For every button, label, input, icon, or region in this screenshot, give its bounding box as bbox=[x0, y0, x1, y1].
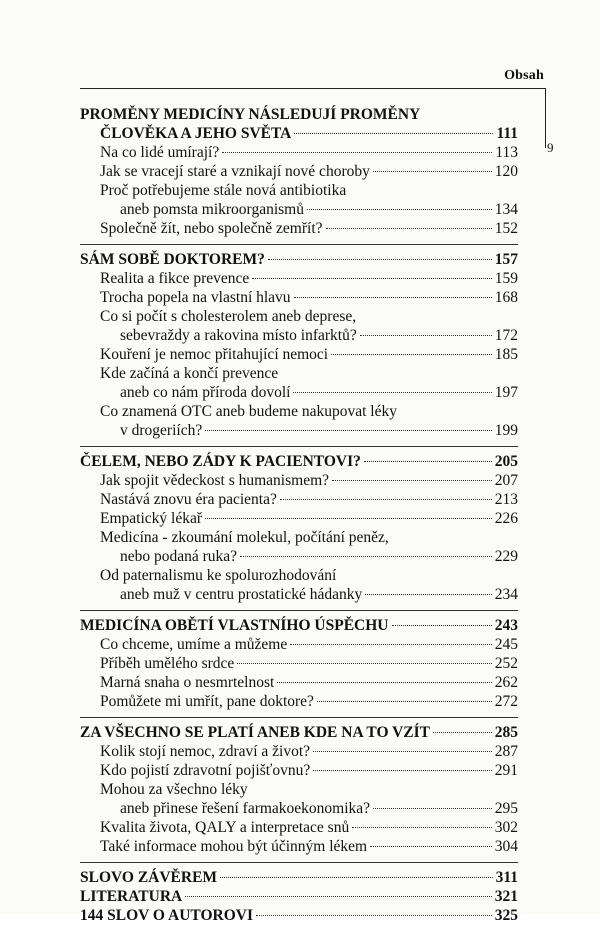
dot-leader bbox=[307, 209, 492, 210]
page-ref: 304 bbox=[494, 838, 518, 855]
toc-entry[interactable]: Na co lidé umírají? 113 bbox=[100, 144, 518, 161]
toc-entry[interactable]: Co chceme, umíme a můžeme 245 bbox=[100, 636, 518, 653]
toc-section-1 bbox=[80, 105, 518, 245]
page-ref: 205 bbox=[494, 453, 518, 470]
page-ref: 172 bbox=[494, 327, 518, 344]
toc-section-3 bbox=[80, 452, 518, 611]
toc-entry-cont[interactable]: sebevraždy a rakovina místo infarktů? 172 bbox=[120, 327, 518, 344]
toc-entry[interactable]: Trocha popela na vlastní hlavu 168 bbox=[100, 289, 518, 306]
toc-entry[interactable]: Empatický lékař 226 bbox=[100, 510, 518, 527]
dot-leader bbox=[433, 732, 492, 733]
dot-leader bbox=[392, 625, 492, 626]
page-ref: 159 bbox=[494, 270, 518, 287]
page-ref: 152 bbox=[494, 220, 518, 237]
toc-chapter-title[interactable]: SÁM SOBĚ DOKTOREM? 157 bbox=[80, 251, 518, 268]
dot-leader bbox=[185, 896, 492, 897]
toc-section-5 bbox=[80, 723, 518, 863]
page-ref: 325 bbox=[494, 907, 518, 924]
toc-chapter-title-cont[interactable]: ČLOVĚKA A JEHO SVĚTA 111 bbox=[100, 125, 518, 142]
toc-entry[interactable]: Také informace mohou být účinným lékem 304 bbox=[100, 838, 518, 855]
toc-entry[interactable]: Kouření je nemoc přitahující nemoci 185 bbox=[100, 346, 518, 363]
page-ref: 291 bbox=[494, 762, 518, 779]
page-ref: 321 bbox=[494, 888, 518, 905]
header-rule bbox=[80, 88, 545, 89]
toc-section-2 bbox=[80, 250, 518, 447]
dot-leader bbox=[352, 827, 492, 828]
dot-leader bbox=[277, 682, 491, 683]
page-ref: 285 bbox=[494, 724, 518, 741]
page-ref: 287 bbox=[494, 743, 518, 760]
toc-entry[interactable]: Medicína - zkoumání molekul, počítání peněz, bbox=[100, 529, 389, 546]
page-ref: 113 bbox=[495, 144, 518, 161]
dot-leader bbox=[317, 701, 492, 702]
page-ref: 302 bbox=[494, 819, 518, 836]
dot-leader bbox=[252, 278, 491, 279]
dot-leader bbox=[360, 335, 492, 336]
toc-entry[interactable]: Mohou za všechno léky bbox=[100, 781, 248, 798]
page-ref: 311 bbox=[495, 869, 518, 886]
toc-chapter-title[interactable]: 144 SLOV O AUTOROVI 325 bbox=[80, 907, 518, 924]
dot-leader bbox=[268, 259, 492, 260]
page-ref: 229 bbox=[494, 548, 518, 565]
toc-entry[interactable]: Nastává znovu éra pacienta? 213 bbox=[100, 491, 518, 508]
toc-end-matter bbox=[80, 868, 518, 931]
toc-entry[interactable]: Pomůžete mi umřít, pane doktore? 272 bbox=[100, 693, 518, 710]
dot-leader bbox=[331, 354, 492, 355]
table-of-contents bbox=[80, 105, 518, 936]
dot-leader bbox=[240, 556, 492, 557]
page-ref: 199 bbox=[494, 422, 518, 439]
page-ref: 134 bbox=[494, 201, 518, 218]
dot-leader bbox=[332, 480, 492, 481]
page-ref: 213 bbox=[494, 491, 518, 508]
toc-chapter-title[interactable]: LITERATURA 321 bbox=[80, 888, 518, 905]
page-ref: 262 bbox=[494, 674, 518, 691]
toc-entry[interactable]: Jak se vracejí staré a vznikají nové choroby 120 bbox=[100, 163, 518, 180]
page-ref: 111 bbox=[496, 125, 518, 142]
toc-entry[interactable]: Co znamená OTC aneb budeme nakupovat léky bbox=[100, 403, 397, 420]
toc-entry-cont[interactable]: aneb co nám příroda dovolí 197 bbox=[120, 384, 518, 401]
dot-leader bbox=[290, 644, 492, 645]
toc-entry[interactable]: Kvalita života, QALY a interpretace snů 302 bbox=[100, 819, 518, 836]
page-ref: 120 bbox=[494, 163, 518, 180]
dot-leader bbox=[237, 663, 491, 664]
dot-leader bbox=[313, 770, 491, 771]
toc-entry[interactable]: Kolik stojí nemoc, zdraví a život? 287 bbox=[100, 743, 518, 760]
toc-entry-cont[interactable]: v drogeriích? 199 bbox=[120, 422, 518, 439]
dot-leader bbox=[373, 808, 492, 809]
side-rule bbox=[545, 88, 546, 148]
toc-entry[interactable]: Proč potřebujeme stále nová antibiotika bbox=[100, 182, 347, 199]
dot-leader bbox=[326, 228, 492, 229]
toc-section-4 bbox=[80, 616, 518, 718]
page-ref: 272 bbox=[494, 693, 518, 710]
toc-entry-cont[interactable]: aneb přinese řešení farmakoekonomika? 295 bbox=[120, 800, 518, 817]
dot-leader bbox=[365, 594, 491, 595]
toc-entry-cont[interactable]: aneb muž v centru prostatické hádanky 234 bbox=[120, 586, 518, 603]
toc-entry[interactable]: Od paternalismu ke spolurozhodování bbox=[100, 567, 337, 584]
toc-entry[interactable]: Co si počít s cholesterolem aneb deprese, bbox=[100, 308, 357, 325]
page-ref: 197 bbox=[494, 384, 518, 401]
page-ref: 168 bbox=[494, 289, 518, 306]
page-ref: 226 bbox=[494, 510, 518, 527]
page-ref: 234 bbox=[494, 586, 518, 603]
page-ref: 295 bbox=[494, 800, 518, 817]
dot-leader bbox=[256, 915, 492, 916]
dot-leader bbox=[293, 392, 491, 393]
dot-leader bbox=[220, 877, 493, 878]
toc-entry[interactable]: Realita a fikce prevence 159 bbox=[100, 270, 518, 287]
toc-chapter-title[interactable]: SLOVO ZÁVĚREM 311 bbox=[80, 869, 518, 886]
toc-entry-cont[interactable]: nebo podaná ruka? 229 bbox=[120, 548, 518, 565]
page-ref: 245 bbox=[494, 636, 518, 653]
page-number: 9 bbox=[547, 140, 554, 155]
page-ref: 252 bbox=[494, 655, 518, 672]
toc-chapter-title[interactable]: ČELEM, NEBO ZÁDY K PACIENTOVI? 205 bbox=[80, 453, 518, 470]
toc-entry[interactable]: Marná snaha o nesmrtelnost 262 bbox=[100, 674, 518, 691]
toc-entry[interactable]: Jak spojit vědeckost s humanismem? 207 bbox=[100, 472, 518, 489]
dot-leader bbox=[373, 171, 492, 172]
toc-entry[interactable]: Příběh umělého srdce 252 bbox=[100, 655, 518, 672]
dot-leader bbox=[294, 133, 493, 134]
dot-leader bbox=[280, 499, 492, 500]
page-ref: 185 bbox=[494, 346, 518, 363]
running-header: Obsah bbox=[504, 68, 544, 83]
toc-chapter-title[interactable]: MEDICÍNA OBĚTÍ VLASTNÍHO ÚSPĚCHU 243 bbox=[80, 617, 518, 634]
dot-leader bbox=[364, 461, 492, 462]
toc-chapter-title[interactable]: ZA VŠECHNO SE PLATÍ ANEB KDE NA TO VZÍT 285 bbox=[80, 724, 518, 741]
dot-leader bbox=[205, 430, 492, 431]
page-ref: 207 bbox=[494, 472, 518, 489]
toc-entry[interactable]: Kdo pojistí zdravotní pojišťovnu? 291 bbox=[100, 762, 518, 779]
dot-leader bbox=[294, 297, 492, 298]
dot-leader bbox=[205, 518, 492, 519]
toc-chapter-title[interactable]: PROMĚNY MEDICÍNY NÁSLEDUJÍ PROMĚNY bbox=[80, 106, 421, 123]
toc-entry[interactable]: Společně žít, nebo společně zemřít? 152 bbox=[100, 220, 518, 237]
toc-entry-cont[interactable]: aneb pomsta mikroorganismů 134 bbox=[120, 201, 518, 218]
dot-leader bbox=[370, 846, 492, 847]
page-ref: 157 bbox=[494, 251, 518, 268]
toc-entry[interactable]: Kde začíná a končí prevence bbox=[100, 365, 279, 382]
dot-leader bbox=[222, 152, 492, 153]
page-ref: 243 bbox=[494, 617, 518, 634]
dot-leader bbox=[313, 751, 492, 752]
